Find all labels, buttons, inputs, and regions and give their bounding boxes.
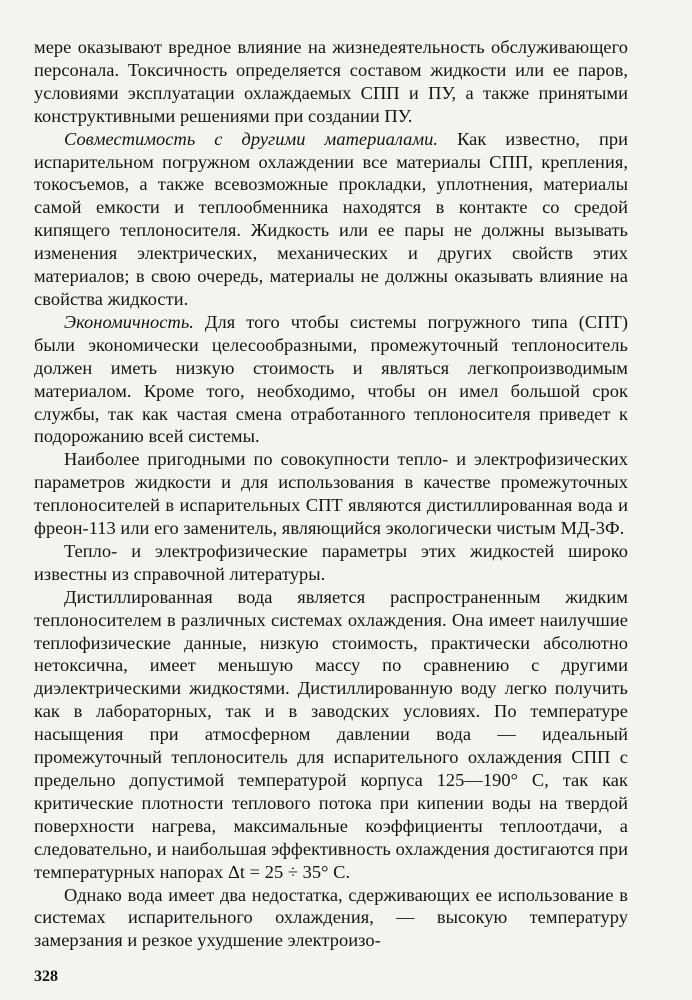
- paragraph-parameters-reference: [34, 540, 628, 586]
- paragraph-toxicity-continuation: [34, 36, 628, 128]
- paragraph-heading: Экономичность.: [64, 311, 194, 332]
- paragraph-compatibility: [34, 128, 628, 311]
- paragraph-suitable-liquids: [34, 448, 628, 540]
- paragraph-text: Тепло- и электрофизические параметры этих жидкостей широко известны из справочной литературы.: [34, 540, 628, 584]
- paragraph-heading: Совместимость с другими материалами.: [64, 128, 439, 149]
- paragraph-text: мере оказывают вредное влияние на жизнедеятельность обслуживающего персонала. Токсичность определяется составом жидкости или ее паров, условиями эксплуатации охлаждаемых СПП и ПУ, а также принятыми конструктивными решениями при создании ПУ.: [34, 37, 628, 126]
- paragraph-text: Для того чтобы системы погружного типа (СПТ) были экономически целесообразными, промежуточный теплоноситель должен иметь низкую стоимость и являться легкопроизводимым материалом. Кроме того, необходимо, чтобы он имел большой срок службы, так как частая смена отработанного теплоносителя приведет к подорожанию всей системы.: [34, 311, 628, 447]
- paragraph-text: Дистиллированная вода является распространенным жидким теплоносителем в различных системах охлаждения. Она имеет наилучшие теплофизические данные, низкую стоимость, практически абсолютно нетоксична, имеет меньшую массу по сравнению с другими диэлектрическими жидкостями. Дистиллированную воду легко получить как в лабораторных, так и в заводских условиях. По температуре насыщения при атмосферном давлении вода — идеальный промежуточный теплоноситель для испарительного охлаждения СПП с предельно допустимой температурой корпуса 125—190° С, так как критические плотности теплового потока при кипении воды на твердой поверхности нагрева, максимальные коэффициенты теплоотдачи, а следовательно, и наибольшая эффективность охлаждения достигаются при температурных напорах Δt = 25 ÷ 35° С.: [34, 586, 628, 882]
- paragraph-text: Как известно, при испарительном погружном охлаждении все материалы СПП, крепления, токосъемов, а также всевозможные прокладки, уплотнения, материалы самой емкости и теплообменника находятся в контакте со средой кипящего теплоносителя. Жидкость или ее пары не должны вызывать изменения электрических, механических и других свойств этих материалов; в свою очередь, материалы не должны оказывать влияние на свойства жидкости.: [34, 128, 628, 309]
- paragraph-economy: [34, 311, 628, 448]
- paragraph-water-drawbacks: [34, 884, 628, 953]
- paragraph-text: Однако вода имеет два недостатка, сдерживающих ее использование в системах испарительного охлаждения, — высокую температуру замерзания и резкое ухудшение электроизо-: [34, 884, 628, 951]
- paragraph-text: Наиболее пригодными по совокупности тепло- и электрофизических параметров жидкости и для использования в качестве промежуточных теплоносителей в испарительных СПТ являются дистиллированная вода и фреон-113 или его заменитель, являющийся экологически чистым МД-3Ф.: [34, 449, 628, 539]
- page-number: 328: [34, 968, 58, 985]
- paragraph-distilled-water: [34, 586, 628, 884]
